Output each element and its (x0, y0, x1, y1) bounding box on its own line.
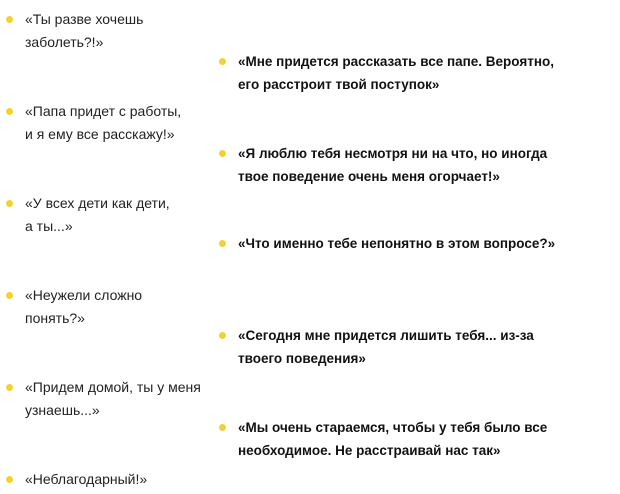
bullet-dot-icon (219, 424, 226, 431)
bullet-dot-icon (6, 200, 13, 207)
bullet-dot-icon (219, 150, 226, 157)
left-list-item-5 (6, 376, 201, 422)
bullet-dot-icon (219, 58, 226, 65)
bullet-dot-icon (6, 384, 13, 391)
bullet-dot-icon (6, 292, 13, 299)
right-list-item-5 (219, 416, 547, 462)
left-list-item-6 (6, 468, 147, 491)
left-list-item-2 (6, 100, 181, 146)
right-list-item-4 (219, 324, 534, 370)
right-list-item-2 (219, 142, 547, 188)
list-item-text: «Сегодня мне придется лишить тебя... из-за твоего поведения» (238, 328, 534, 366)
list-item-text: «Мне придется рассказать все папе. Вероятно, его расстроит твой поступок» (238, 54, 555, 92)
list-item-text: «Неблагодарный!» (25, 471, 148, 487)
bullet-dot-icon (219, 332, 226, 339)
list-item-text: «Что именно тебе непонятно в этом вопросе?» (238, 236, 556, 251)
left-list-item-4 (6, 284, 142, 330)
list-item-text: «Придем домой, ты у меня узнаешь...» (25, 379, 201, 418)
bullet-dot-icon (219, 240, 226, 247)
list-item-text: «Папа придет с работы, и я ему все расскажу!» (25, 103, 182, 142)
list-item-text: «Ты разве хочешь заболеть?!» (25, 11, 144, 50)
list-item-text: «Неужели сложно понять?» (25, 287, 143, 326)
bullet-dot-icon (6, 16, 13, 23)
left-list-item-1 (6, 8, 143, 54)
list-item-text: «Мы очень стараемся, чтобы у тебя было все необходимое. Не расстраивай нас так» (238, 420, 548, 458)
list-item-text: «Я люблю тебя несмотря ни на что, но иногда твое поведение очень меня огорчает!» (238, 146, 548, 184)
right-list-item-1 (219, 50, 554, 96)
bullet-dot-icon (6, 476, 13, 483)
list-item-text: «У всех дети как дети, а ты...» (25, 195, 170, 234)
right-list-item-3 (219, 232, 555, 255)
left-list-item-3 (6, 192, 170, 238)
bullet-dot-icon (6, 108, 13, 115)
